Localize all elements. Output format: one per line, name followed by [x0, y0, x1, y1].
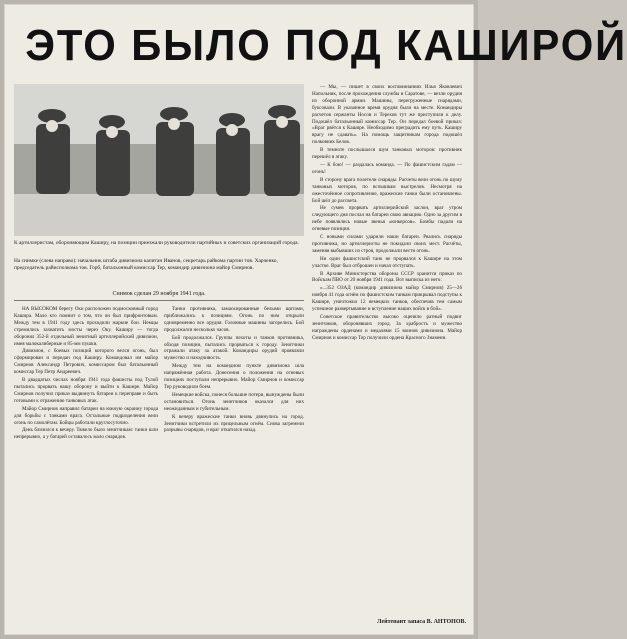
paragraph: В темноте послышался шум танковых моторов: противник перешёл в атаку. [312, 147, 462, 161]
divider [14, 300, 304, 301]
paragraph: Дивизион, с боевых позиций которого велся огонь, был сформирован и передан под Каширу. Командовал им майор Смирнов Александр Петрович, комиссаром был батальонный комиссар Тер Петр Андреевич. [14, 348, 158, 376]
paragraph-lead: НА ВЫСОКОМ берегу Оки расположен подмосковный город Кашира. Мало кто помнит о том, что он был прифронтовым. Между тем в 1941 году здесь проходили жаркие бои. Немцы стремились захватить мосты через Оку. Каширу — тогда оборонял 352-й отдельный зенитный артиллерийский дивизион, имея малокалиберные и 85-мм пушки. [14, 306, 158, 347]
paragraph: Танки противника, замаскированные белыми щитами, приближались к позициям. Огонь по ним открыли одновременно все орудия. Головные машины загорелись. Бой продолжался несколько часов. [164, 306, 304, 333]
paragraph: В сторону врага полетели снаряды. Расчеты вели огонь по шуму танковых моторов, по вспышкам выстрелов. Несмотря на ожесточённое сопротивление, вражеские танки были остановлены. Бой шёл до рассвета. [312, 176, 462, 204]
author-signature: Лейтенант запаса В. АНТОНОВ. [377, 619, 466, 625]
paragraph: Бой продолжался. Группы пехоты и танков противника, обходя позиции, пытались прорваться к городу. Зенитчики отражали атаку за атакой. Командиры орудий проявляли мужество и находчивость. [164, 334, 304, 362]
paragraph: «...352 ОЗАД (командир дивизиона майор Смирнов) 25—26 ноября 41 года огнём по фашистским танкам прикрывал подступы к Кашире, уничтожил 12 немецких танков, обеспечив тем самым успешное развертывание и вступление наших войск в бой». [312, 285, 462, 313]
paragraph: Не сумев прорвать артиллерийский заслон, враг утром следующего дня послал на батареи свою авиацию. Одно за другим в небе появлялись новые звенья «юнкерсов». Бомбы падали на огневые позиции. [312, 205, 462, 233]
left-text-column [14, 306, 158, 628]
photo-soldiers [14, 84, 304, 236]
photo-caption-names: На снимке (слева направо): начальник штаба дивизиона капитан Иванов, секретарь райкома партии тов. Харченко, председатель райисполкома тов. Горб, батальонный комиссар Тер, командир дивизиона майор Смирнов. [14, 258, 278, 271]
photo-caption: К артиллеристам, обороняющим Каширу, на позиции приезжали руководители партийных и советских организаций города. [14, 240, 299, 246]
middle-text-column [164, 306, 304, 628]
paragraph: Между тем на командном пункте дивизиона шла напряжённая работа. Донесения о положении на огневых позициях поступали непрерывно. Майор Смирнов и комиссар Тер руководили боем. [164, 363, 304, 390]
paragraph: — К бою! — раздалась команда. — По фашистским гадам — огонь! [312, 161, 462, 175]
paragraph: Ни один фашистский танк не прорвался к Кашире на этом участке. Враг был отброшен и начал отступать. [312, 255, 462, 269]
paragraph: В двадцатых числах ноября 1941 года фашисты под Тулой пытались прорвать нашу оборону и выйти к Кашире. Майор Смирнов получил приказ выдвинуть батареи к переправе и быть готовыми к отражению танковых атак. [14, 377, 158, 404]
paragraph: Немецкие войска, понеся большие потери, вынуждены были остановиться. Огонь зенитчиков оказался для них неожиданным и губительным. [164, 391, 304, 412]
photo-credit: Снимок сделан 29 ноября 1941 года. [112, 291, 206, 297]
paragraph: Советское правительство высоко оценило ратный подвиг зенитчиков, оборонявших город. За храбрость и мужество награждены орденами и медалями 15 воинов дивизиона. Майор Смирнов и комиссар Тер получили ордена Красного Знамени. [312, 314, 462, 341]
article-photo [14, 84, 304, 236]
paragraph: В Архиве Министерства обороны СССР хранится приказ по Войскам ПВО от 20 ноября 1941 года. Вот выписка из него: [312, 270, 462, 284]
headline: ЭТО БЫЛО ПОД КАШИРОЙ [25, 21, 627, 70]
paragraph: День близился к вечеру. Тяжело было зенитчикам: танки шли непрерывно, а у батарей оставалось мало снарядов. [14, 427, 158, 441]
paragraph: Майор Смирнов направил батареи на южную окраину города для борьбы с танками врага. Остальные подразделения вели огонь по самолётам. Бойцы работали круглосуточно. [14, 405, 158, 426]
right-text-column [312, 84, 462, 629]
paragraph: С новыми силами ударили наши батареи. Рвались снаряды противника, но артиллеристы не покидали своих мест. Расчёты, заменяя выбывших из строя, продолжали вести огонь. [312, 234, 462, 254]
paragraph: — Мы, — пишет в своих воспоминаниях Илья Яковлевич Напольник, после прохождения службы в Саратове, — везли орудия из оборонной армии. Машины, перегруженные снарядами, буксовали. В указанное время орудия были на месте. Командиры расчетов сержанты Носов и Терехов тут же приступили к делу. Подошёл батальонный комиссар Тер. Он передал боевой приказ: «Враг рвётся к Кашире. Необходимо преградить ему путь. Каширу врагу не сдавать». На помощь защитникам города подошёл полковник Белов. [312, 84, 462, 146]
paragraph: К вечеру вражеские танки вновь двинулись на город. Зенитчики встретили их прицельным огнём. Снова загремели разрывы снарядов, и враг откатился назад. [164, 413, 304, 434]
